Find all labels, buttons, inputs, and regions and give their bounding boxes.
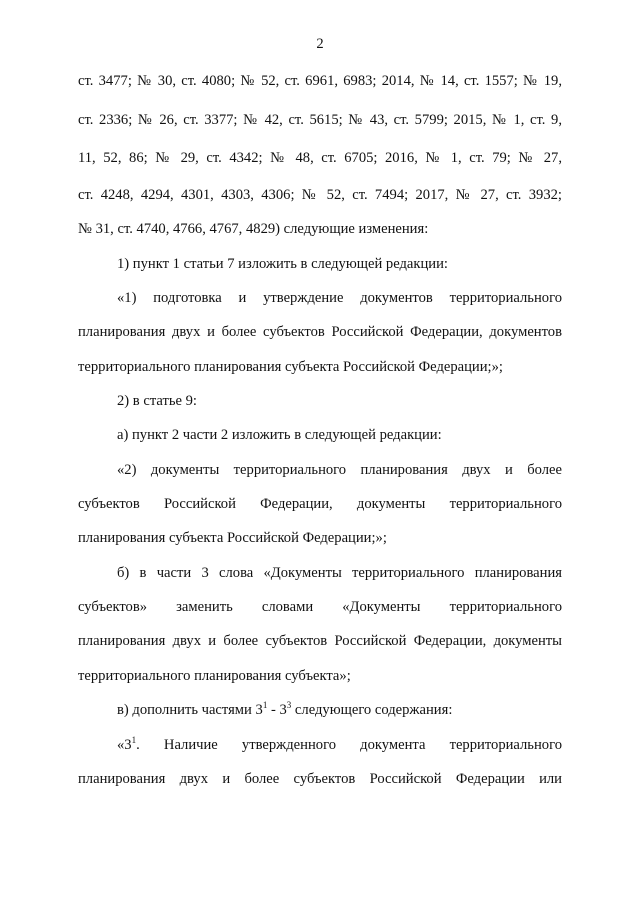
text-line: «2) документы территориального планирования двух и более [117, 462, 562, 478]
superscript: 1 [131, 735, 137, 745]
text-line: № 31, ст. 4740, 4766, 4767, 4829) следующие изменения: [78, 221, 429, 237]
text-line: ст. 2336; № 26, ст. 3377; № 42, ст. 5615; № 43, ст. 5799; 2015, № 1, ст. 9, [78, 112, 562, 128]
superscript: 1 [262, 700, 268, 710]
text-span: следующего содержания: [291, 702, 453, 718]
text-line: 1) пункт 1 статьи 7 изложить в следующей редакции: [117, 256, 448, 272]
text-line: планирования двух и более субъектов Российской Федерации или [78, 771, 562, 787]
text-span: . Наличие утвержденного документа территориального [136, 737, 562, 753]
text-line: а) пункт 2 части 2 изложить в следующей редакции: [117, 427, 442, 443]
text-line: 11, 52, 86; № 29, ст. 4342; № 48, ст. 6705; 2016, № 1, ст. 79; № 27, [78, 150, 562, 166]
text-line: ст. 3477; № 30, ст. 4080; № 52, ст. 6961, 6983; 2014, № 14, ст. 1557; № 19, [78, 73, 562, 89]
text-span: «3 [117, 737, 132, 753]
page-number: 2 [316, 36, 324, 52]
text-span: в) дополнить частями 3 [117, 702, 263, 718]
text-line: субъектов» заменить словами «Документы территориального [78, 599, 562, 615]
text-span: - 3 [267, 702, 287, 718]
text-line: ст. 4248, 4294, 4301, 4303, 4306; № 52, ст. 7494; 2017, № 27, ст. 3932; [78, 187, 562, 203]
text-line: «1) подготовка и утверждение документов территориального [117, 290, 562, 306]
text-line: б) в части 3 слова «Документы территориального планирования [117, 565, 562, 581]
text-line: территориального планирования субъекта Российской Федерации;»; [78, 359, 503, 375]
text-line: субъектов Российской Федерации, документы территориального [78, 496, 562, 512]
text-line [117, 701, 562, 719]
text-line [117, 736, 562, 754]
text-line: территориального планирования субъекта»; [78, 668, 351, 684]
superscript: 3 [286, 700, 292, 710]
text-line: планирования двух и более субъектов Российской Федерации, документы [78, 633, 562, 649]
text-line: планирования субъекта Российской Федерации;»; [78, 530, 387, 546]
text-line: планирования двух и более субъектов Российской Федерации, документов [78, 324, 562, 340]
text-line: 2) в статье 9: [117, 393, 197, 409]
